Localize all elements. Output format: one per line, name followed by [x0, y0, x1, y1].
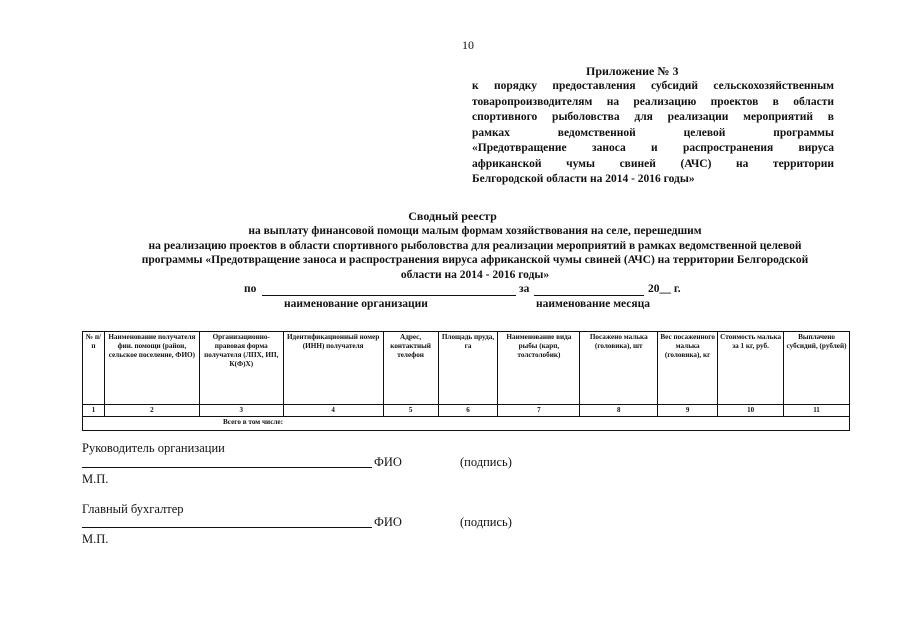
- director-label: Руководитель организации: [82, 441, 225, 455]
- year-label: 20__ г.: [648, 283, 681, 295]
- column-header: Площадь пруда, га: [438, 332, 498, 405]
- za-label: за: [519, 283, 530, 295]
- column-number: 9: [658, 405, 718, 417]
- register-subtitle: [90, 224, 860, 282]
- director-stamp-label: М.П.: [82, 472, 109, 486]
- column-number-row: [83, 405, 850, 417]
- accountant-fio-label: ФИО: [374, 515, 402, 529]
- total-label: Всего в том числе:: [83, 417, 850, 431]
- organization-caption: наименование организации: [284, 298, 428, 310]
- po-label: по: [244, 283, 257, 295]
- column-header: Наименование вида рыбы (карп, толстолобик): [498, 332, 580, 405]
- column-header: Адрес, контактный телефон: [383, 332, 438, 405]
- column-header: № п/п: [83, 332, 105, 405]
- register-subtitle-line: области на 2014 - 2016 годы»: [400, 268, 550, 281]
- column-number: 3: [199, 405, 283, 417]
- column-number: 2: [104, 405, 199, 417]
- register-subtitle-line: программы «Предотвращение заноса и распространения вируса африканской чумы свиней (АЧС) на территории Белгородской: [141, 254, 809, 266]
- organization-blank-line: [262, 295, 516, 296]
- appendix-line: спортивного рыболовства для реализации мероприятий в: [472, 111, 834, 123]
- column-number: 6: [438, 405, 498, 417]
- register-title: Сводный реестр: [408, 209, 497, 223]
- column-number: 11: [784, 405, 850, 417]
- column-header: Наименование получателя фин. помощи (район, сельское поселение, ФИО): [104, 332, 199, 405]
- accountant-sign-label: (подпись): [460, 515, 512, 529]
- column-number: 4: [283, 405, 383, 417]
- appendix-line: Белгородской области на 2014 - 2016 годы»: [472, 173, 695, 185]
- table-header-row: [83, 332, 850, 405]
- register-subtitle-line: на реализацию проектов в области спортивного рыболовства для реализации мероприятий в рамках ведомственной целевой: [148, 239, 802, 252]
- column-header: Идентификационный номер (ИНН) получателя: [283, 332, 383, 405]
- page-number: 10: [462, 38, 474, 52]
- total-row: [83, 417, 850, 431]
- register-subtitle-line: на выплату финансовой помощи малым формам хозяйствования на селе, перешедшим: [248, 225, 702, 237]
- column-header: Организационно-правовая форма получателя (ЛПХ, ИП, К(Ф)Х): [199, 332, 283, 405]
- column-number: 1: [83, 405, 105, 417]
- month-caption: наименование месяца: [536, 298, 651, 310]
- column-number: 10: [718, 405, 784, 417]
- column-header: Вес посаженного малька (головика), кг: [658, 332, 718, 405]
- accountant-stamp-label: М.П.: [82, 532, 109, 546]
- appendix-line: к порядку предоставления субсидий сельскохозяйственным: [472, 80, 834, 92]
- accountant-label: Главный бухгалтер: [82, 502, 184, 516]
- appendix-line: рамках ведомственной целевой программы: [472, 126, 834, 139]
- column-number: 8: [580, 405, 658, 417]
- appendix-line: товаропроизводителям на реализацию проектов в области: [472, 95, 834, 108]
- director-signature-line: [82, 467, 372, 468]
- column-number: 7: [498, 405, 580, 417]
- director-sign-label: (подпись): [460, 455, 512, 469]
- appendix-line: «Предотвращение заноса и распространения вируса: [472, 142, 834, 154]
- director-fio-label: ФИО: [374, 455, 402, 469]
- column-number: 5: [383, 405, 438, 417]
- month-blank-line: [534, 295, 644, 296]
- column-header: Посажено малька (головика), шт: [580, 332, 658, 405]
- accountant-signature-line: [82, 527, 372, 528]
- appendix-title: Приложение № 3: [586, 64, 679, 78]
- column-header: Выплачено субсидий, (рублей): [784, 332, 850, 405]
- column-header: Стоимость малька за 1 кг, руб.: [718, 332, 784, 405]
- register-table: [82, 331, 850, 431]
- appendix-body: [472, 79, 834, 188]
- appendix-line: африканской чумы свиней (АЧС) на территории: [472, 157, 834, 170]
